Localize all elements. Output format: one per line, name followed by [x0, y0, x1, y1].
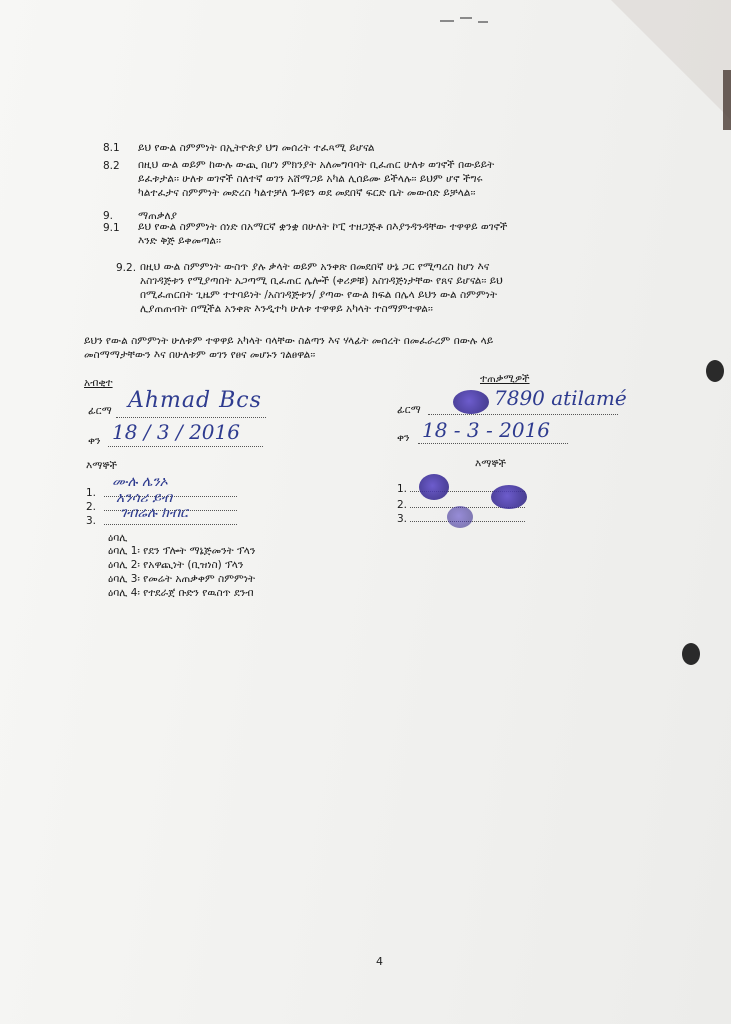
- punch-hole-bottom: [682, 643, 700, 665]
- right-witness-number-2: 2.: [397, 499, 408, 511]
- clause-9-title: ማጠቃለያ: [138, 210, 178, 222]
- left-date-line: [108, 446, 263, 447]
- left-witness-heading: እማኞች: [86, 460, 118, 472]
- clause-9-2-text: በዚህ ውል ስምምነት ውስጥ ያሉ ቃላት ወይም አንቀጽ በመደበኛ ሁኔ ጋር የሚጣረስ ከሆነ እና አስገዳጅቱን የሚያጣበት አጋጣሚ ቢፈጠር ሌሎች (ቀሪዎቹ) አስገዳጅነታቸው የጸና ይሆናል፡፡ ይህ በሚፈጠርበት ጊዜም ተተባይነት /አስገዳጅቱን/ ያጣው የውል ክፍል በሌላ ይህን ውል ስምምነት ሊያጠጠብት በሚችል አንቀጽ እንዲተካ ሁለቱ ተዋዋይ አካላት ተስማምተዋል፡፡: [140, 261, 503, 315]
- left-party-heading: አብቂተ: [84, 377, 113, 389]
- right-signature-label: ፊርማ: [397, 404, 421, 416]
- clause-8-1-text: ይህ የውል ስምምነት በኢትዮጵያ ህግ መሰረት ተፈጻሚ ይሆናል: [138, 142, 375, 154]
- left-signature-label: ፊርማ: [88, 405, 112, 417]
- left-witness-signature-3: ገብሬሉ ክብር: [120, 505, 188, 521]
- clause-9-2-number: 9.2.: [116, 262, 137, 274]
- closing-statement: ይህን የውል ስምምነት ሁለቱም ተዋዋይ አካላት ባላቸው ስልጣን እና ሃላፊት መሰረት በመፈራረም በውሉ ላይ መስማማታቸውን እና በሁለቱም ወገን የፀና መሆኑን ገልፀዋል፡፡: [84, 335, 494, 361]
- clause-9-1-number: 9.1: [103, 222, 120, 234]
- left-witness-number-2: 2.: [86, 501, 97, 513]
- clause-8-2-number: 8.2: [103, 160, 120, 172]
- left-witness-line-3: [104, 524, 237, 525]
- right-date-label: ቀን: [397, 432, 410, 444]
- left-date-label: ቀን: [88, 435, 101, 447]
- right-witness-heading: እማኞች: [475, 458, 507, 470]
- attachment-item-1: ዕባሊ 1፡ የደን ፕሎት ማኔጅመንት ፕላን: [108, 545, 256, 557]
- left-signature: Ahmad Bcs: [128, 388, 262, 413]
- right-witness-fingerprint-1: [419, 474, 449, 500]
- left-witness-number-1: 1.: [86, 487, 97, 499]
- attachment-item-3: ዕባሊ 3፡ የመሬት አጠቃቀም ስምምነት: [108, 573, 256, 585]
- right-signature: 7890 atilamé: [494, 386, 627, 410]
- right-witness-number-3: 3.: [397, 513, 408, 525]
- attachments-heading: ዕባሊ: [108, 532, 128, 544]
- scan-mark: [440, 14, 490, 26]
- clause-9-1-text: ይህ የውል ስምምነት ሰነድ በአማርኛ ቋንቋ በሁለት ኮፒ ተዘጋጅቶ በእያንዳንዳቸው ተዋዋይ ወገኖች እንድ ቅጅ ይቀመጣል፡፡: [138, 221, 508, 247]
- right-fingerprint-stamp: [453, 390, 489, 414]
- clause-8-1-number: 8.1: [103, 142, 120, 154]
- page-edge-shadow: [723, 70, 731, 130]
- right-signature-line: [428, 414, 618, 415]
- right-witness-fingerprint-2: [491, 485, 527, 509]
- left-signature-line: [116, 417, 266, 418]
- attachment-item-2: ዕባሊ 2፡ የአዋጪነት (ቢዝነስ) ፕላን: [108, 559, 244, 571]
- right-witness-number-1: 1.: [397, 483, 408, 495]
- right-date-line: [418, 443, 568, 444]
- page-number: 4: [376, 955, 383, 968]
- folded-corner: [611, 0, 731, 120]
- left-witness-number-3: 3.: [86, 515, 97, 527]
- clause-8-2-text: በዚህ ውል ወይም ከውሉ ውጪ በሆነ ምክንያት አለመግባባት ቢፈጠር ሁለቱ ወገኖች በውይይት ይፈቱታል፡፡ ሁለቱ ወገኖች ስለተኛ ወገን አሸማጋይ አካል ሊሰይሙ ይችላሉ፡፡ ይህም ሆኖ ችግሩ ካልተፈታና ስምምነት መድረስ ካልተቻለ ጉዳዩን ወደ መደበኛ ፍርድ ቤት መውሰድ ይቻላል፡፡: [138, 159, 495, 199]
- left-date-value: 18 / 3 / 2016: [112, 420, 240, 444]
- punch-hole-top: [706, 360, 724, 382]
- clause-9-number: 9.: [103, 210, 114, 222]
- right-date-value: 18 - 3 - 2016: [422, 418, 551, 442]
- right-witness-fingerprint-3: [447, 506, 473, 528]
- right-party-heading: ተጠቃሚዎች: [480, 373, 530, 385]
- attachment-item-4: ዕባሊ 4፡ የተደራጀ ቡድን የዉስጥ ደንብ: [108, 587, 254, 599]
- left-witness-signature-2: አንሳሪ ይብ: [116, 490, 173, 506]
- left-witness-signature-1: ሙሉ ሌንኦ: [112, 474, 168, 490]
